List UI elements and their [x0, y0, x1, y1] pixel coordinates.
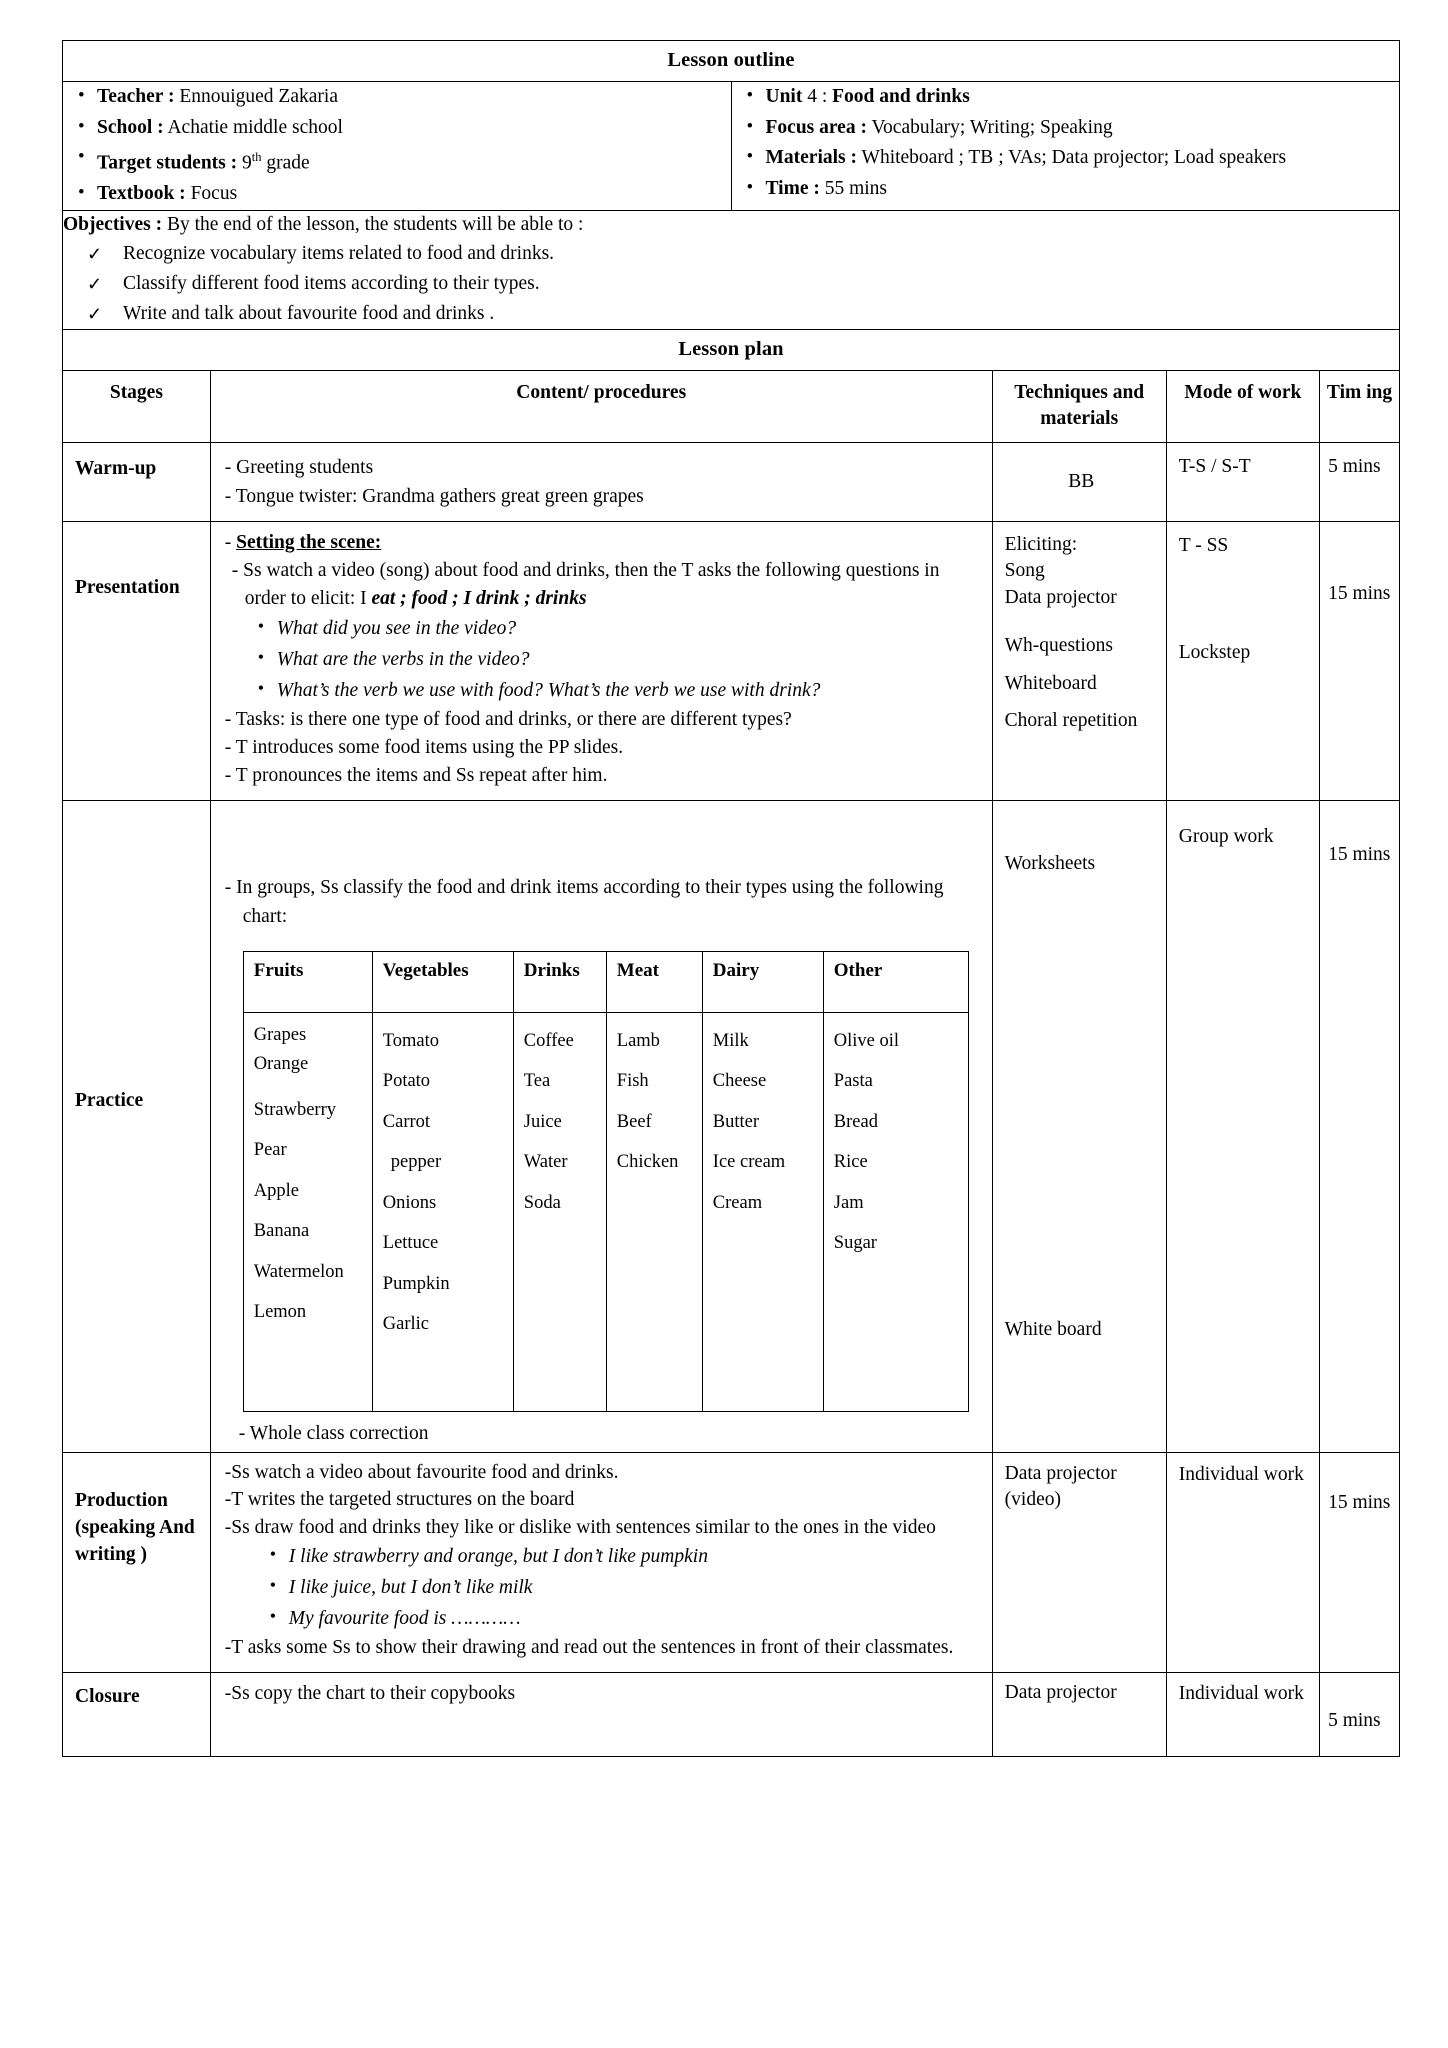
presentation-mode	[1167, 522, 1319, 674]
presentation-techniques	[993, 522, 1166, 743]
production-timing-cell	[1320, 1452, 1399, 1672]
food-column-header-other: Other	[823, 951, 968, 1012]
focus-area-item	[766, 113, 1400, 144]
practice-timing: 15 mins	[1328, 843, 1391, 865]
focus-area-value: Vocabulary; Writing; Speaking	[866, 116, 1113, 138]
objectives-heading	[63, 211, 1399, 239]
food-classification-chart	[243, 951, 969, 1412]
food-item: Lemon	[253, 1302, 307, 1322]
production-content	[211, 1453, 992, 1672]
practice-intro: - In groups, Ss classify the food and drink items according to their types using the following chart:	[224, 876, 944, 927]
food-item: Sugar	[833, 1233, 877, 1253]
unit-title: Food and drinks	[832, 86, 970, 107]
food-column-dairy	[702, 1012, 823, 1411]
food-item: Juice	[523, 1111, 562, 1132]
food-item: Jam	[833, 1192, 864, 1213]
materials-item	[766, 143, 1400, 174]
food-column-meat	[606, 1012, 702, 1411]
warmup-content-cell	[210, 442, 992, 521]
practice-techniques-cell	[992, 800, 1166, 1452]
focus-area-label: Focus area :	[765, 116, 867, 138]
spacer	[1005, 611, 1158, 633]
teacher-item	[97, 82, 731, 113]
presentation-questions	[225, 613, 980, 706]
closure-mode: Individual work	[1178, 1682, 1304, 1704]
presentation-technique: Choral repetition	[1004, 710, 1138, 731]
table-row-presentation	[63, 521, 1399, 800]
warmup-timing: 5 mins	[1328, 455, 1381, 477]
food-item: Potato	[382, 1071, 431, 1091]
teacher-label: Teacher :	[97, 86, 175, 107]
warmup-techniques: BB	[1068, 470, 1095, 492]
lesson-plan-banner-cell	[63, 329, 1400, 370]
presentation-stage-cell	[63, 521, 210, 800]
food-item: Tea	[523, 1071, 551, 1091]
presentation-line: - T introduces some food items using the PP slides.	[224, 736, 624, 758]
presentation-mode-cell	[1166, 521, 1319, 800]
time-label: Time :	[765, 177, 820, 199]
table-row-warmup	[63, 442, 1399, 521]
practice-technique: White board	[1004, 1319, 1102, 1340]
food-chart-body-row	[243, 1012, 968, 1411]
presentation-content-cell	[210, 521, 992, 800]
production-stage-label: Production (speaking And writing )	[75, 1489, 195, 1565]
food-item: Bread	[833, 1111, 878, 1132]
presentation-mode-2: Lockstep	[1178, 641, 1251, 663]
header-content-cell	[210, 371, 992, 443]
food-item: Chicken	[616, 1152, 679, 1172]
presentation-mode-1: T - SS	[1178, 534, 1229, 556]
header-timing: Tim ing	[1326, 381, 1393, 403]
production-techniques-cell	[992, 1452, 1166, 1672]
closure-stage-label: Closure	[75, 1685, 140, 1707]
production-mode: Individual work	[1178, 1463, 1304, 1485]
food-item: pepper	[390, 1152, 442, 1172]
presentation-technique: Whiteboard	[1004, 672, 1097, 694]
unit-item	[766, 82, 1400, 113]
warmup-line: - Tongue twister: Grandma gathers great green grapes	[224, 485, 644, 507]
objectives-intro: By the end of the lesson, the students will be able to :	[162, 213, 584, 235]
food-item: Garlic	[382, 1314, 430, 1334]
lesson-outline-title: Lesson outline	[667, 49, 795, 71]
practice-timing-cell	[1320, 800, 1399, 1452]
presentation-heading-line: - Setting the scene:	[224, 531, 382, 553]
food-item: Olive oil	[833, 1030, 900, 1051]
materials-value: Whiteboard ; TB ; VAs; Data projector; Load speakers	[857, 147, 1287, 168]
presentation-timing-cell	[1320, 521, 1399, 800]
unit-number: 4 :	[802, 86, 833, 107]
food-item: Lamb	[616, 1030, 660, 1051]
outline-right-cell	[731, 82, 1400, 211]
closure-stage-cell	[63, 1672, 210, 1756]
food-item: Milk	[712, 1030, 749, 1051]
practice-techniques	[993, 801, 1166, 1352]
food-column-fruits	[243, 1012, 372, 1411]
warmup-mode-cell	[1166, 442, 1319, 521]
spacer	[1179, 559, 1311, 639]
outline-left-list	[63, 82, 731, 210]
practice-footer: - Whole class correction	[238, 1422, 429, 1444]
textbook-item	[97, 179, 731, 210]
food-column-header-fruits: Fruits	[243, 951, 372, 1012]
presentation-elicit-targets: eat ; food ; I drink ; drinks	[371, 587, 587, 609]
target-students-item	[97, 143, 731, 179]
target-students-value-2: grade	[261, 152, 310, 174]
production-line: -Ss watch a video about favourite food and drinks.	[224, 1461, 619, 1483]
setting-the-scene-heading: Setting the scene:	[236, 531, 382, 553]
warmup-stage-label: Warm-up	[75, 457, 157, 479]
closure-techniques: Data projector	[1004, 1681, 1117, 1703]
lesson-plan-title: Lesson plan	[678, 337, 784, 360]
practice-stage-label: Practice	[75, 1089, 144, 1111]
presentation-question: • What’s the verb we use with food? What’s the verb we use with drink?	[277, 675, 980, 706]
food-item: Cheese	[712, 1071, 767, 1091]
closure-timing-cell	[1320, 1672, 1399, 1756]
practice-content-cell	[210, 800, 992, 1452]
objectives-list	[63, 239, 1399, 329]
table-row-practice	[63, 800, 1399, 1452]
presentation-line: - Tasks: is there one type of food and drinks, or there are different types?	[224, 708, 792, 730]
textbook-value: Focus	[190, 183, 238, 204]
food-item: Soda	[523, 1192, 561, 1213]
presentation-elicit-line	[225, 557, 980, 613]
practice-technique: Worksheets	[1004, 852, 1096, 874]
production-content-cell	[210, 1452, 992, 1672]
presentation-technique: Eliciting:	[1004, 533, 1078, 555]
header-stages-cell	[63, 371, 210, 443]
table-row-closure	[63, 1672, 1399, 1756]
objectives-label: Objectives :	[63, 213, 163, 235]
header-content: Content/ procedures	[516, 381, 687, 403]
warmup-techniques-cell	[992, 442, 1166, 521]
time-value: 55 mins	[819, 177, 888, 199]
food-item: Carrot	[382, 1111, 431, 1132]
food-column-header-dairy: Dairy	[702, 951, 823, 1012]
table-row-production	[63, 1452, 1399, 1672]
closure-techniques-cell	[992, 1672, 1166, 1756]
production-techniques: Data projector (video)	[1004, 1462, 1117, 1510]
food-item: Butter	[712, 1111, 760, 1132]
header-timing-cell	[1320, 371, 1399, 443]
production-timing: 15 mins	[1328, 1491, 1391, 1513]
closure-timing: 5 mins	[1328, 1709, 1381, 1731]
closure-content-cell	[210, 1672, 992, 1756]
spacer	[1005, 697, 1158, 708]
presentation-stage-label: Presentation	[75, 576, 180, 598]
closure-mode-cell	[1166, 1672, 1319, 1756]
practice-content	[211, 801, 992, 1452]
school-value: Achatie middle school	[167, 116, 343, 138]
food-item: Banana	[253, 1221, 310, 1241]
header-mode-cell	[1166, 371, 1319, 443]
food-item: Water	[523, 1152, 568, 1172]
materials-label: Materials :	[765, 147, 858, 168]
warmup-timing-cell	[1320, 442, 1399, 521]
presentation-technique: Wh-questions	[1004, 635, 1113, 656]
presentation-line: - T pronounces the items and Ss repeat after him.	[224, 764, 608, 786]
production-line: -T writes the targeted structures on the board	[224, 1489, 575, 1510]
presentation-techniques-cell	[992, 521, 1166, 800]
spacer	[1005, 660, 1158, 671]
warmup-content	[211, 443, 992, 521]
unit-label: Unit	[765, 86, 803, 107]
textbook-label: Textbook :	[97, 183, 186, 204]
food-item: Apple	[253, 1180, 299, 1201]
food-item: Tomato	[382, 1030, 440, 1051]
food-item: Beef	[616, 1111, 652, 1132]
practice-stage-cell	[63, 800, 210, 1452]
target-students-ordinal: th	[251, 150, 262, 164]
food-item: Pumpkin	[382, 1273, 450, 1294]
warmup-line: - Greeting students	[224, 456, 374, 478]
food-column-other	[823, 1012, 968, 1411]
teacher-value: Ennouigued Zakaria	[179, 86, 338, 107]
header-stages: Stages	[109, 381, 163, 403]
food-item: Orange	[253, 1053, 309, 1074]
food-item: Lettuce	[382, 1233, 439, 1253]
production-tail: -T asks some Ss to show their drawing and read out the sentences in front of their classmates.	[224, 1637, 954, 1658]
target-students-value: 9	[242, 152, 252, 174]
outline-right-list	[732, 82, 1400, 204]
production-example: • My favourite food is …………	[289, 1603, 980, 1634]
food-item: Rice	[833, 1152, 868, 1172]
lesson-plan-table	[63, 371, 1399, 1756]
outline-left-cell	[63, 82, 732, 211]
lesson-outline-banner-cell	[63, 41, 1400, 82]
food-column-header-vegetables: Vegetables	[372, 951, 513, 1012]
outline-table	[62, 40, 1400, 1757]
production-example: • I like juice, but I don’t like milk	[289, 1572, 980, 1603]
presentation-question: • What are the verbs in the video?	[277, 644, 980, 675]
practice-mode-cell	[1166, 800, 1319, 1452]
food-item: Strawberry	[253, 1099, 336, 1120]
food-item: Cream	[712, 1192, 763, 1213]
food-item: Pasta	[833, 1071, 873, 1091]
food-column-drinks	[513, 1012, 606, 1411]
presentation-elicit-text: - Ss watch a video (song) about food and drinks, then the T asks the following questions in order to elicit: I	[231, 559, 940, 609]
school-item	[97, 113, 731, 144]
food-item: Ice cream	[712, 1152, 786, 1172]
food-item: Pear	[253, 1140, 287, 1160]
header-techniques: Techniques and materials	[1014, 381, 1145, 429]
objectives-cell	[63, 210, 1400, 329]
food-chart-header-row	[243, 951, 968, 1012]
food-item: Onions	[382, 1192, 437, 1213]
objective-item: ✓ Write and talk about favourite food and drinks .	[123, 299, 1399, 329]
food-item: Watermelon	[253, 1261, 344, 1282]
table-header-row	[63, 371, 1399, 443]
production-mode-cell	[1166, 1452, 1319, 1672]
target-students-label: Target students :	[97, 152, 238, 174]
production-example: • I like strawberry and orange, but I don’t like pumpkin	[289, 1541, 980, 1572]
production-examples	[225, 1541, 980, 1634]
school-label: School :	[97, 116, 164, 138]
time-item	[766, 174, 1400, 205]
production-line: -Ss draw food and drinks they like or dislike with sentences similar to the ones in the video	[224, 1516, 936, 1538]
presentation-question: • What did you see in the video?	[277, 613, 980, 644]
food-item: Fish	[616, 1071, 649, 1091]
presentation-technique: Song	[1004, 560, 1045, 581]
food-column-vegetables	[372, 1012, 513, 1411]
practice-mode: Group work	[1178, 825, 1274, 847]
food-column-header-drinks: Drinks	[513, 951, 606, 1012]
food-item: Coffee	[523, 1030, 574, 1051]
warmup-mode: T-S / S-T	[1178, 455, 1251, 477]
food-item: Grapes	[253, 1024, 307, 1045]
presentation-technique: Data projector	[1004, 586, 1117, 608]
header-mode: Mode of work	[1184, 381, 1302, 403]
presentation-content	[211, 522, 992, 800]
production-stage-cell	[63, 1452, 210, 1672]
objective-item: ✓ Classify different food items according to their types.	[123, 269, 1399, 299]
warmup-stage-cell	[63, 442, 210, 521]
lesson-plan-table-cell	[63, 370, 1400, 1756]
header-techniques-cell	[992, 371, 1166, 443]
spacer	[1005, 877, 1158, 1317]
presentation-timing: 15 mins	[1328, 582, 1391, 604]
objective-item: ✓ Recognize vocabulary items related to food and drinks.	[123, 239, 1399, 269]
food-column-header-meat: Meat	[606, 951, 702, 1012]
closure-content: -Ss copy the chart to their copybooks	[224, 1682, 516, 1704]
